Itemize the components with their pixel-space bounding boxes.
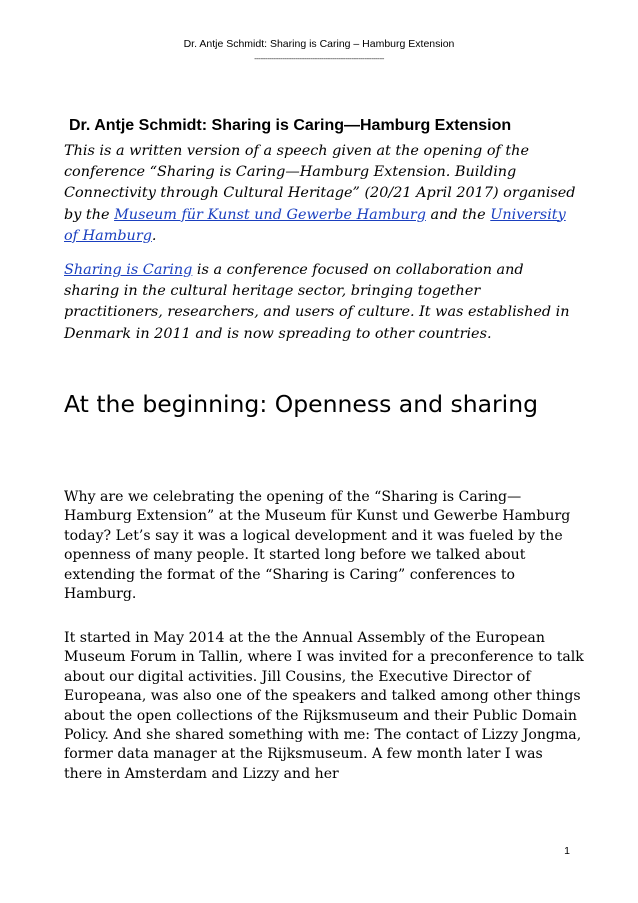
link-museum-fuer-kunst-und-gewerbe[interactable]: Museum für Kunst und Gewerbe Hamburg [114,206,426,223]
intro-paragraph [64,141,579,247]
intro-text-middle: and the [425,206,491,223]
link-university-of-hamburg[interactable]: University of Hamburg [64,206,566,244]
document-title: Dr. Antje Schmidt: Sharing is Caring—Hamburg Extension [69,117,512,134]
running-header: Dr. Antje Schmidt: Sharing is Caring – Hamburg Extension [183,38,455,50]
intro-paragraph-conference [64,260,579,345]
page-number: 1 [564,845,570,857]
section-heading: At the beginning: Openness and sharing [64,390,539,418]
intro-text: This is a written version of a speech given at the opening of the conference “Sharing is Caring—Hamburg Extension. Building Connectivity through Cultural Heritage” (20/21 April 2017) organised by the [64,143,576,223]
intro-text-end: . [151,227,157,244]
body-paragraph: Why are we celebrating the opening of the “Sharing is Caring—Hamburg Extension” at the Museum für Kunst und Gewerbe Hamburg today? Let’s say it was a logical development and it was fueled by the openness of many people. It started long before we talked about extending the format of the “Sharing is Caring” conferences to Hamburg. [64,489,571,603]
header-rule: ------------------------------------------------------------ [254,54,384,63]
body-paragraph: It started in May 2014 at the the Annual Assembly of the European Museum Forum in Tallin, where I was invited for a preconference to talk about our digital activities. Jill Cousins, the Executive Director of Europeana, was also one of the speakers and talked among other things about the open collections of the Rijksmuseum and their Public Domain Policy. And she shared something with me: The contact of Lizzy Jongma, former data manager at the Rijksmuseum. A few month later I was there in Amsterdam and Lizzy and her [64,630,584,782]
intro-conference-text: is a conference focused on collaboration and sharing in the cultural heritage sector, bringing together practitioners, researchers, and users of culture. It was established in Denmark in 2011 and is now spreading to other countries. [64,262,570,342]
link-sharing-is-caring[interactable]: Sharing is Caring [64,262,193,278]
